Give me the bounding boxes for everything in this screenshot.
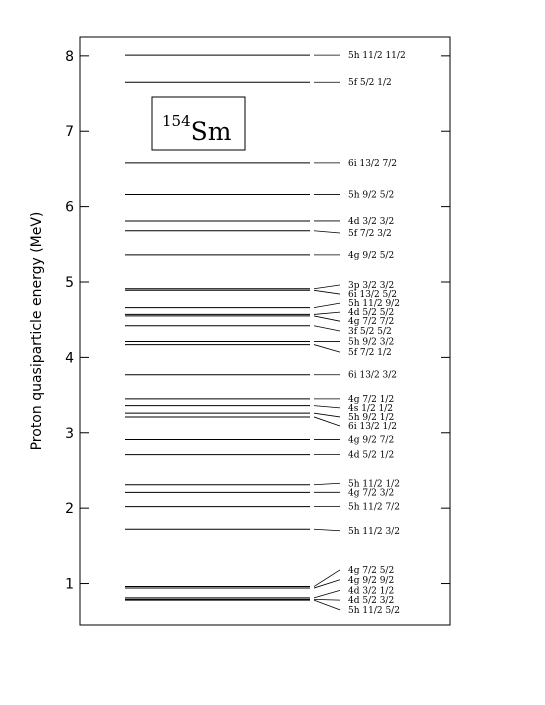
level-label: 4g 7/2 5/2 bbox=[348, 565, 395, 576]
label-connector-line bbox=[314, 483, 340, 485]
y-tick-label: 6 bbox=[65, 199, 74, 216]
level-label: 4g 7/2 7/2 bbox=[348, 317, 395, 328]
label-connector-line bbox=[314, 590, 340, 598]
level-label: 5f 7/2 3/2 bbox=[348, 229, 392, 239]
label-connector-line bbox=[314, 231, 340, 233]
y-axis-label: Proton quasiparticle energy (MeV) bbox=[29, 211, 45, 451]
level-label: 5h 9/2 1/2 bbox=[348, 412, 395, 423]
level-label: 6i 13/2 1/2 bbox=[348, 421, 398, 432]
level-label: 4d 3/2 3/2 bbox=[348, 216, 395, 227]
label-connector-line bbox=[314, 600, 340, 610]
level-label: 5h 11/2 11/2 bbox=[348, 51, 406, 62]
level-label: 3p 3/2 3/2 bbox=[348, 281, 395, 292]
label-connector-line bbox=[314, 316, 340, 321]
nucleus-symbol: Sm bbox=[190, 117, 232, 146]
label-connector-line bbox=[314, 413, 340, 417]
label-connector-line bbox=[314, 290, 340, 294]
y-tick-label: 7 bbox=[65, 124, 74, 141]
label-connector-line bbox=[314, 529, 340, 531]
label-connector-line bbox=[314, 303, 340, 308]
y-tick-label: 3 bbox=[65, 425, 74, 442]
nucleus-mass-number: 154 bbox=[162, 112, 191, 130]
label-connector-line bbox=[314, 345, 340, 353]
level-label: 4d 3/2 1/2 bbox=[348, 586, 395, 597]
y-tick-label: 4 bbox=[65, 350, 74, 367]
plot-frame bbox=[80, 37, 450, 625]
y-tick-label: 8 bbox=[65, 48, 74, 65]
level-label: 5h 11/2 9/2 bbox=[348, 299, 400, 310]
level-label: 4g 7/2 1/2 bbox=[348, 394, 395, 405]
level-label: 6i 13/2 3/2 bbox=[348, 370, 398, 381]
level-label: 5h 11/2 1/2 bbox=[348, 479, 400, 490]
level-label: 4d 5/2 3/2 bbox=[348, 596, 395, 607]
label-connector-line bbox=[314, 417, 340, 426]
y-tick-label: 2 bbox=[65, 501, 74, 518]
level-label: 5h 11/2 3/2 bbox=[348, 526, 400, 537]
level-label: 6i 13/2 5/2 bbox=[348, 290, 398, 301]
label-connector-line bbox=[314, 312, 340, 314]
level-label: 5h 11/2 5/2 bbox=[348, 605, 400, 616]
label-connector-line bbox=[314, 326, 340, 331]
level-label: 4d 5/2 5/2 bbox=[348, 308, 395, 319]
level-labels bbox=[348, 51, 406, 616]
level-label: 5h 9/2 3/2 bbox=[348, 337, 395, 348]
label-connector-line bbox=[314, 285, 340, 289]
level-label: 3f 5/2 5/2 bbox=[348, 327, 392, 337]
level-label: 5f 7/2 1/2 bbox=[348, 348, 392, 359]
level-label: 4g 9/2 9/2 bbox=[348, 575, 395, 586]
y-tick-label: 5 bbox=[65, 275, 74, 291]
level-label: 4g 7/2 3/2 bbox=[348, 488, 395, 499]
level-label: 5f 5/2 1/2 bbox=[348, 78, 392, 89]
level-label: 4s 1/2 1/2 bbox=[348, 403, 394, 414]
label-connectors bbox=[314, 55, 340, 610]
level-label: 4g 9/2 7/2 bbox=[348, 435, 395, 446]
level-label: 5h 11/2 7/2 bbox=[348, 502, 400, 513]
level-label: 4g 9/2 5/2 bbox=[348, 250, 395, 261]
level-label: 4d 5/2 1/2 bbox=[348, 450, 395, 461]
label-connector-line bbox=[314, 406, 340, 408]
level-label: 5h 9/2 5/2 bbox=[348, 190, 395, 201]
y-tick-label: 1 bbox=[65, 576, 74, 593]
level-label: 6i 13/2 7/2 bbox=[348, 158, 398, 169]
label-connector-line bbox=[314, 599, 340, 600]
